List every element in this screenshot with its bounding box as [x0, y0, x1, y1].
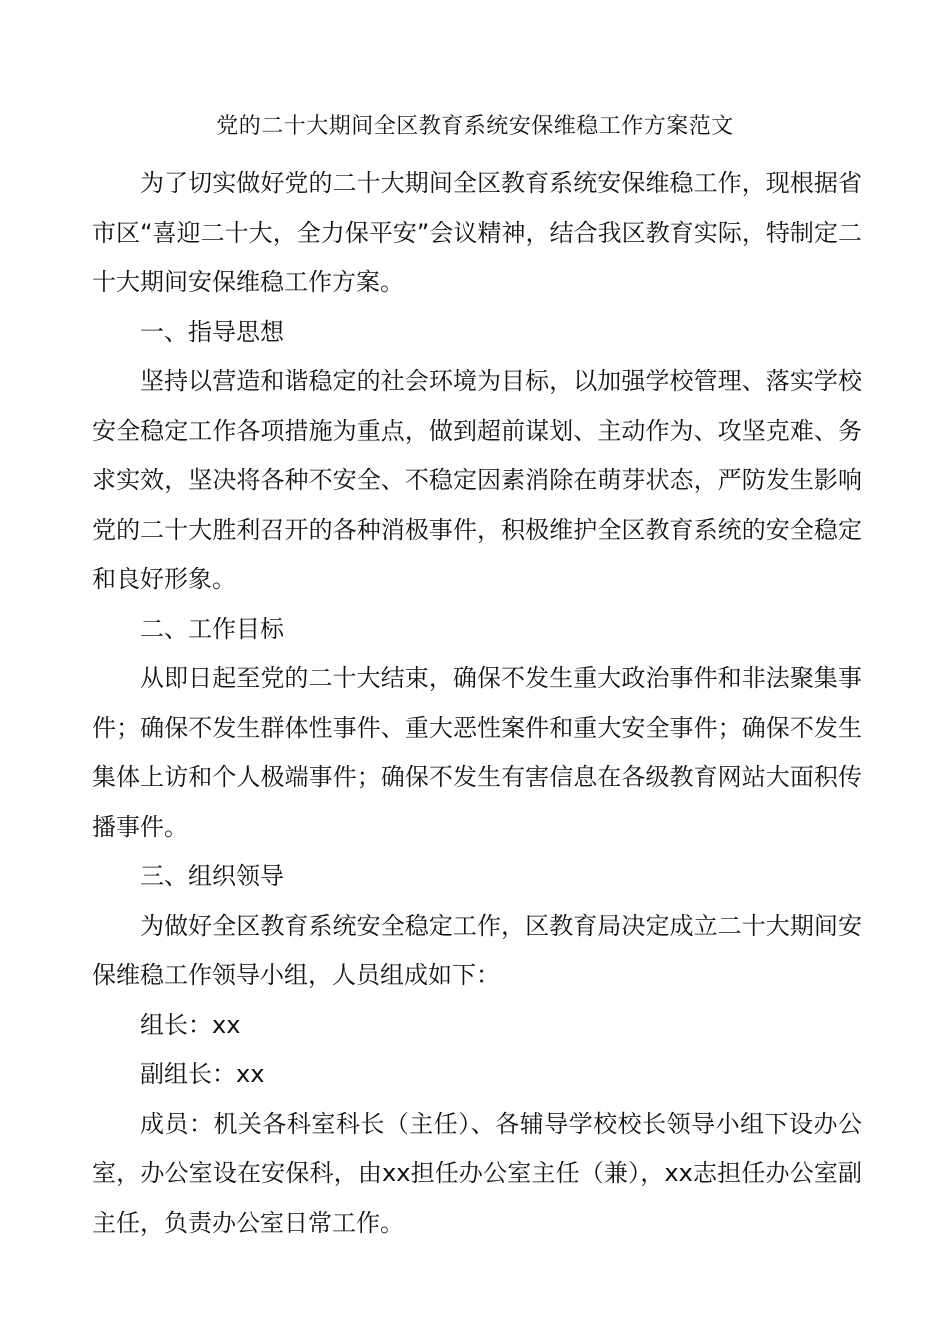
guiding-ideology-paragraph: 坚持以营造和谐稳定的社会环境为目标，以加强学校管理、落实学校安全稳定工作各项措施为重点，做到超前谋划、主动作为、攻坚克难、务求实效，坚决将各种不安全、不稳定因素消除在萌芽状态，严防发生影响党的二十大胜利召开的各种消极事件，积极维护全区教育系统的安全稳定和良好形象。 [92, 367, 862, 593]
document-body [92, 159, 862, 1248]
section-heading-work-goals: 二、工作目标 [140, 614, 284, 643]
organization-paragraph: 为做好全区教育系统安全稳定工作，区教育局决定成立二十大期间安保维稳工作领导小组，人员组成如下： [92, 911, 862, 989]
section-heading-guiding-ideology: 一、指导思想 [140, 317, 284, 346]
intro-paragraph: 为了切实做好党的二十大期间全区教育系统安保维稳工作，现根据省市区“喜迎二十大，全力保平安”会议精神，结合我区教育实际，特制定二十大期间安保维稳工作方案。 [92, 169, 862, 296]
team-leader-line: 组长：xx [140, 1010, 241, 1039]
section-heading-organization: 三、组织领导 [140, 862, 284, 890]
members-paragraph: 成员：机关各科室科长（主任）、各辅导学校校长领导小组下设办公室，办公室设在安保科，由xx担任办公室主任（兼），xx志担任办公室副主任，负责办公室日常工作。 [92, 1109, 862, 1237]
document-title: 党的二十大期间全区教育系统安保维稳工作方案范文 [216, 114, 734, 139]
work-goals-paragraph: 从即日起至党的二十大结束，确保不发生重大政治事件和非法聚集事件；确保不发生群体性事件、重大恶性案件和重大安全事件；确保不发生集体上访和个人极端事件；确保不发生有害信息在各级教育网站大面积传播事件。 [92, 664, 862, 841]
deputy-leader-line: 副组长：xx [140, 1060, 265, 1088]
